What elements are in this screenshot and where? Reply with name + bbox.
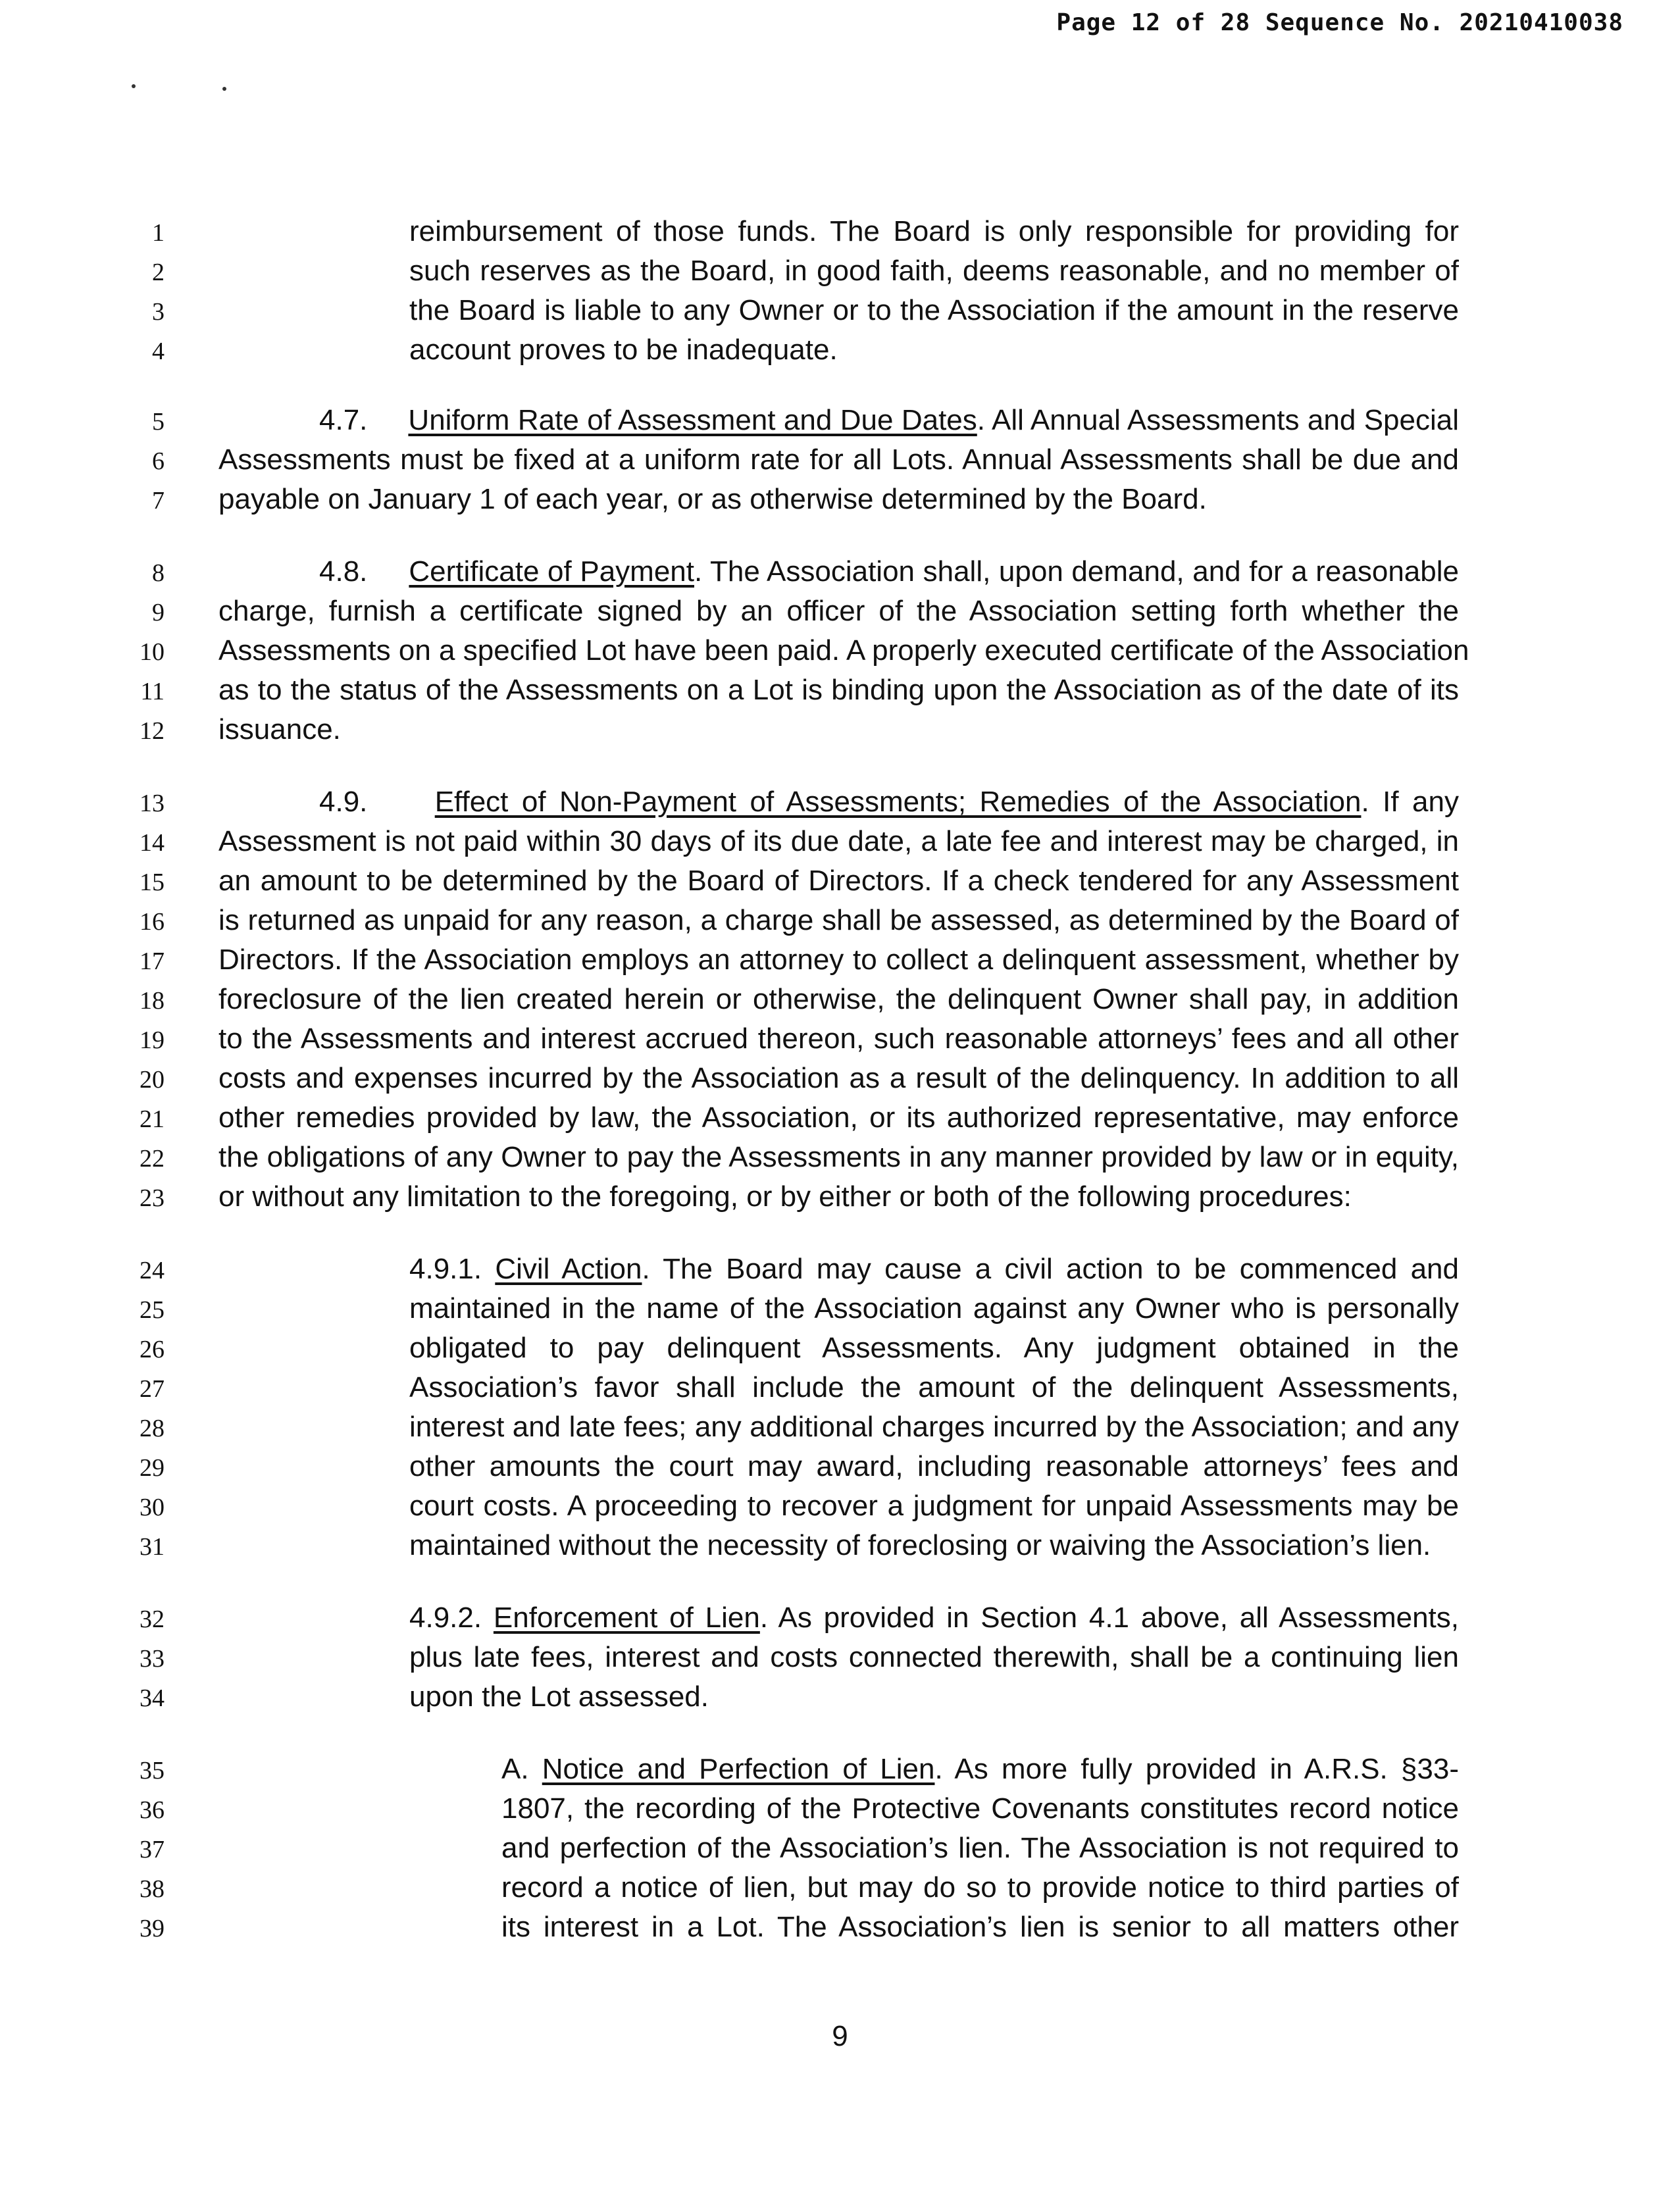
line-text xyxy=(218,480,1459,519)
section-heading: Enforcement of Lien xyxy=(493,1602,760,1634)
line-text xyxy=(319,552,1459,592)
line-text xyxy=(409,1598,1459,1638)
line-text xyxy=(409,291,1459,330)
line-number: 4 xyxy=(152,338,165,365)
line-number: 20 xyxy=(140,1066,165,1094)
section-heading: Notice and Perfection of Lien xyxy=(542,1753,935,1785)
line-number: 3 xyxy=(152,298,165,326)
line-number: 25 xyxy=(140,1296,165,1324)
scan-speck xyxy=(132,84,136,88)
line-number: 38 xyxy=(140,1875,165,1903)
line-number: 39 xyxy=(140,1915,165,1942)
line-text xyxy=(409,1677,1459,1717)
line-number: 18 xyxy=(140,987,165,1015)
text-run: such reserves as the Board, in good faith, deems reasonable, and no member of xyxy=(409,255,1459,287)
line-text xyxy=(218,440,1459,480)
line-text xyxy=(218,592,1459,631)
line-text xyxy=(501,1829,1459,1868)
line-text xyxy=(409,212,1459,251)
line-number: 6 xyxy=(152,447,165,475)
line-number: 22 xyxy=(140,1145,165,1173)
line-text xyxy=(218,1177,1459,1217)
line-text xyxy=(409,1638,1459,1677)
line-text xyxy=(409,1250,1459,1289)
text-run: . The Board may cause a civil action to be commenced and xyxy=(642,1253,1460,1285)
text-run: 4.7. xyxy=(319,404,409,436)
text-run: account proves to be inadequate. xyxy=(409,334,838,366)
section-heading: Civil Action xyxy=(495,1253,642,1285)
text-run: reimbursement of those funds. The Board is only responsible for providing for xyxy=(409,215,1459,247)
text-run: or without any limitation to the foregoing, or by either or both of the following procedures: xyxy=(218,1180,1352,1213)
line-number: 8 xyxy=(152,559,165,587)
text-run: to the Assessments and interest accrued thereon, such reasonable attorneys’ fees and all other xyxy=(218,1023,1459,1055)
text-run: costs and expenses incurred by the Association as a result of the delinquency. In addition to all xyxy=(218,1062,1459,1094)
text-run: court costs. A proceeding to recover a judgment for unpaid Assessments may be xyxy=(409,1490,1459,1522)
text-run: . As provided in Section 4.1 above, all Assessments, xyxy=(759,1602,1460,1634)
line-number: 33 xyxy=(140,1645,165,1673)
line-number: 2 xyxy=(152,259,165,286)
text-run: its interest in a Lot. The Association’s lien is senior to all matters other xyxy=(501,1911,1459,1943)
line-text xyxy=(218,1098,1459,1138)
text-run: . If any xyxy=(1361,786,1459,818)
line-text xyxy=(409,330,1459,370)
text-run: charge, furnish a certificate signed by an officer of the Association setting forth whether the xyxy=(218,595,1459,627)
line-number: 31 xyxy=(140,1533,165,1561)
line-number: 28 xyxy=(140,1415,165,1442)
line-text xyxy=(409,1447,1459,1486)
line-text xyxy=(218,861,1459,901)
text-run: issuance. xyxy=(218,713,341,746)
line-text xyxy=(319,782,1459,822)
line-text xyxy=(218,1059,1459,1098)
text-run: an amount to be determined by the Board of Directors. If a check tendered for any Assessment xyxy=(218,865,1459,897)
page-number: 9 xyxy=(832,2020,848,2052)
text-run: 4.9.2. xyxy=(409,1602,494,1634)
text-run: Association’s favor shall include the amount of the delinquent Assessments, xyxy=(409,1371,1459,1403)
line-text xyxy=(409,251,1459,291)
line-number: 19 xyxy=(140,1026,165,1054)
text-run: obligated to pay delinquent Assessments. Any judgment obtained in the xyxy=(409,1332,1459,1364)
line-number: 23 xyxy=(140,1184,165,1212)
text-run: and perfection of the Association’s lien. The Association is not required to xyxy=(501,1832,1459,1864)
text-run: 4.8. xyxy=(319,555,409,588)
text-run: is returned as unpaid for any reason, a charge shall be assessed, as determined by the Board of xyxy=(218,904,1459,936)
line-number: 29 xyxy=(140,1454,165,1482)
text-run: A. xyxy=(501,1753,542,1785)
line-text xyxy=(501,1868,1459,1908)
text-run: 4.9. xyxy=(319,786,435,818)
line-number: 13 xyxy=(140,790,165,817)
text-run: the Board is liable to any Owner or to the Association if the amount in the reserve xyxy=(409,294,1459,326)
text-run: record a notice of lien, but may do so to provide notice to third parties of xyxy=(501,1871,1459,1904)
line-number: 12 xyxy=(140,717,165,745)
text-run: Assessment is not paid within 30 days of its due date, a late fee and interest may be charged, in xyxy=(218,825,1459,857)
line-number: 36 xyxy=(140,1796,165,1824)
page-header-sequence: Page 12 of 28 Sequence No. 20210410038 xyxy=(1056,9,1623,36)
line-text xyxy=(319,401,1459,440)
line-text xyxy=(218,631,1469,670)
text-run: Directors. If the Association employs an attorney to collect a delinquent assessment, whether by xyxy=(218,944,1459,976)
text-run: maintained without the necessity of foreclosing or waiving the Association’s lien. xyxy=(409,1529,1431,1561)
text-run: Assessments on a specified Lot have been paid. A properly executed certificate of the Association xyxy=(218,634,1469,667)
line-number: 35 xyxy=(140,1757,165,1784)
line-number: 27 xyxy=(140,1375,165,1403)
text-run: foreclosure of the lien created herein or otherwise, the delinquent Owner shall pay, in addition xyxy=(218,983,1459,1015)
text-run: 4.9.1. xyxy=(409,1253,496,1285)
text-run: upon the Lot assessed. xyxy=(409,1681,709,1713)
line-number: 16 xyxy=(140,908,165,936)
line-text xyxy=(501,1750,1459,1789)
line-number: 24 xyxy=(140,1257,165,1284)
line-number: 30 xyxy=(140,1494,165,1521)
line-text xyxy=(218,980,1459,1019)
line-number: 21 xyxy=(140,1105,165,1133)
line-number: 1 xyxy=(152,219,165,247)
text-run: interest and late fees; any additional charges incurred by the Association; and any xyxy=(409,1411,1459,1443)
text-run: 1807, the recording of the Protective Covenants constitutes record notice xyxy=(501,1792,1459,1825)
scan-speck xyxy=(222,87,226,91)
line-text xyxy=(409,1486,1459,1526)
line-text xyxy=(409,1526,1459,1565)
line-text xyxy=(218,940,1459,980)
text-run: as to the status of the Assessments on a Lot is binding upon the Association as of the date of its xyxy=(218,674,1459,706)
line-text xyxy=(218,1138,1459,1177)
text-run: plus late fees, interest and costs connected therewith, shall be a continuing lien xyxy=(409,1641,1459,1673)
text-run: other amounts the court may award, including reasonable attorneys’ fees and xyxy=(409,1450,1459,1482)
line-text xyxy=(218,670,1459,710)
line-number: 17 xyxy=(140,948,165,975)
text-run: maintained in the name of the Association against any Owner who is personally xyxy=(409,1292,1459,1325)
line-number: 32 xyxy=(140,1605,165,1633)
line-number: 11 xyxy=(140,678,165,705)
line-number: 10 xyxy=(140,638,165,666)
line-number: 37 xyxy=(140,1836,165,1863)
line-text xyxy=(501,1789,1459,1829)
line-number: 5 xyxy=(152,408,165,436)
line-number: 14 xyxy=(140,829,165,857)
section-heading: Certificate of Payment xyxy=(409,555,694,588)
text-run: . The Association shall, upon demand, and for a reasonable xyxy=(694,555,1459,588)
line-text xyxy=(409,1407,1459,1447)
line-number: 9 xyxy=(152,599,165,626)
text-run: the obligations of any Owner to pay the Assessments in any manner provided by law or in equity, xyxy=(218,1141,1459,1173)
line-text xyxy=(218,710,1459,749)
line-text xyxy=(218,901,1459,940)
line-text xyxy=(218,822,1459,861)
line-number: 7 xyxy=(152,487,165,515)
section-heading: Uniform Rate of Assessment and Due Dates xyxy=(408,404,977,436)
line-text xyxy=(501,1908,1459,1947)
text-run: . All Annual Assessments and Special xyxy=(977,404,1460,436)
text-run: payable on January 1 of each year, or as otherwise determined by the Board. xyxy=(218,483,1207,515)
text-run: Assessments must be fixed at a uniform rate for all Lots. Annual Assessments shall be due and xyxy=(218,443,1459,476)
section-heading: Effect of Non-Payment of Assessments; Remedies of the Association xyxy=(434,786,1362,818)
line-text xyxy=(409,1368,1459,1407)
line-number: 15 xyxy=(140,869,165,896)
line-text xyxy=(218,1019,1459,1059)
line-number: 26 xyxy=(140,1336,165,1363)
line-number: 34 xyxy=(140,1684,165,1712)
line-text xyxy=(409,1289,1459,1328)
line-text xyxy=(409,1328,1459,1368)
text-run: other remedies provided by law, the Association, or its authorized representative, may enforce xyxy=(218,1101,1459,1134)
text-run: . As more fully provided in A.R.S. §33- xyxy=(934,1753,1459,1785)
